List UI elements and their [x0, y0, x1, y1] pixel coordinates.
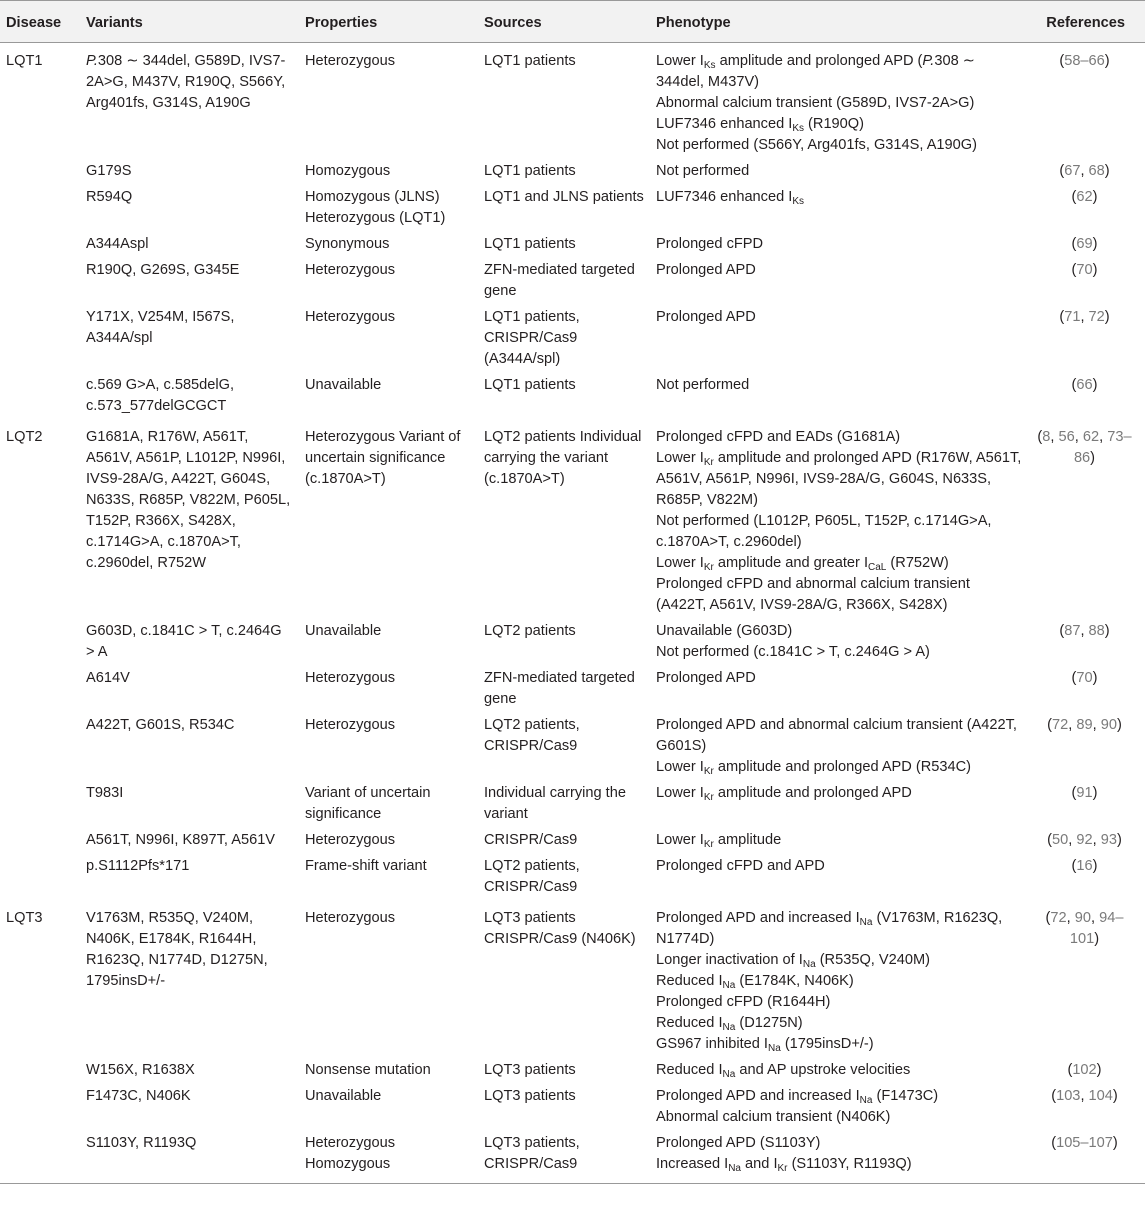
cell-sources: LQT2 patients: [484, 623, 576, 639]
cell-sources: ZFN-mediated targeted gene: [484, 262, 635, 299]
phenotype-line: Prolonged APD and abnormal calcium transient (A422T, G601S): [656, 717, 1017, 754]
cell-references: (66): [1071, 377, 1098, 393]
cell-disease: [0, 184, 80, 231]
cell-disease: LQT2: [6, 429, 43, 445]
cell-properties: Frame-shift variant: [305, 858, 427, 874]
table-row: [0, 419, 1145, 618]
cell-properties: Heterozygous: [305, 309, 396, 325]
cell-sources: LQT1 patients, CRISPR/Cas9 (A344A/spl): [484, 309, 580, 367]
cell-sources: LQT3 patients: [484, 1062, 576, 1078]
phenotype-line: Prolonged cFPD and abnormal calcium transient (A422T, A561V, IVS9-28A/G, R366X, S428X): [656, 576, 970, 613]
cell-variants: A422T, G601S, R534C: [86, 717, 235, 733]
table-row: [0, 1057, 1145, 1083]
cell-sources: CRISPR/Cas9: [484, 832, 578, 848]
cell-properties: Unavailable: [305, 377, 382, 393]
table-row: [0, 184, 1145, 231]
cell-sources: LQT2 patients, CRISPR/Cas9: [484, 717, 580, 754]
cell-properties: Heterozygous Variant of uncertain significance (c.1870A>T): [305, 429, 461, 487]
cell-disease: [0, 158, 80, 184]
cell-sources: LQT3 patients CRISPR/Cas9 (N406K): [484, 910, 636, 947]
table-row: [0, 372, 1145, 419]
cell-references: (71, 72): [1059, 309, 1110, 325]
cell-properties: Heterozygous: [305, 832, 396, 848]
cell-properties: Heterozygous: [305, 53, 396, 69]
cell-variants: R190Q, G269S, G345E: [86, 262, 240, 278]
cell-disease: [0, 827, 80, 853]
cell-disease: LQT1: [6, 53, 43, 69]
phenotype-line: Prolonged APD: [656, 309, 756, 325]
cell-references: (8, 56, 62, 73–86): [1037, 429, 1132, 466]
cell-references: (105–107): [1028, 1130, 1145, 1184]
phenotype-line: Lower $I_{Ks}$ amplitude and prolonged APD (P.308 ∼ 344del, M437V): [656, 53, 975, 90]
phenotype-line: Reduced $I_{Na}$ (E1784K, N406K): [656, 973, 854, 991]
cell-properties: Homozygous (JLNS) Heterozygous (LQT1): [305, 189, 446, 226]
cell-variants: A344Aspl: [86, 236, 149, 252]
cell-variants: A614V: [86, 670, 130, 686]
phenotype-line: Prolonged APD and increased $I_{Na}$ (V1763M, R1623Q, N1774D): [656, 910, 1003, 947]
cell-references: (62): [1071, 189, 1098, 205]
cell-references: (58–66): [1059, 53, 1110, 69]
cell-sources: LQT3 patients, CRISPR/Cas9: [478, 1130, 650, 1184]
table-row: [0, 827, 1145, 853]
header-phenotype: Phenotype: [650, 1, 1028, 43]
phenotype-line: Prolonged cFPD: [656, 236, 764, 252]
cell-variants: R594Q: [86, 189, 133, 205]
header-references: References: [1028, 1, 1145, 43]
table-row: [0, 712, 1145, 780]
cell-disease: [0, 1083, 80, 1130]
cell-variants: F1473C, N406K: [86, 1088, 191, 1104]
phenotype-line: GS967 inhibited $I_{Na}$ (1795insD+/-): [656, 1036, 874, 1054]
cell-disease: [0, 372, 80, 419]
cell-references: (72, 89, 90): [1047, 717, 1122, 733]
phenotype-line: Reduced $I_{Na}$ (D1275N): [656, 1015, 803, 1033]
cell-phenotype: [650, 1057, 1028, 1083]
cell-disease: [0, 1130, 80, 1184]
cell-references: (67, 68): [1059, 163, 1110, 179]
cell-phenotype: [650, 665, 1028, 712]
cell-variants: T983I: [86, 785, 124, 801]
cell-references: (102): [1067, 1062, 1102, 1078]
cell-disease: [0, 304, 80, 372]
table-row: [0, 158, 1145, 184]
table-row: [0, 231, 1145, 257]
cell-disease: [0, 780, 80, 827]
table-row: [0, 1130, 1145, 1184]
cell-variants: V1763M, R535Q, V240M, N406K, E1784K, R1644H, R1623Q, N1774D, D1275N, 1795insD+/-: [86, 910, 268, 989]
cell-variants: G179S: [86, 163, 132, 179]
table-row: [0, 780, 1145, 827]
header-variants: Variants: [80, 1, 299, 43]
phenotype-line: LUF7346 enhanced $I_{Ks}$ (R190Q): [656, 116, 864, 134]
cell-disease: [0, 257, 80, 304]
table-row: [0, 257, 1145, 304]
cell-phenotype: [650, 853, 1028, 900]
phenotype-line: Abnormal calcium transient (N406K): [656, 1109, 891, 1125]
phenotype-line: Unavailable (G603D): [656, 623, 793, 639]
cell-phenotype: [650, 1083, 1028, 1130]
cell-sources: LQT1 patients: [484, 53, 576, 69]
phenotype-line: Not performed: [656, 377, 750, 393]
phenotype-line: Prolonged cFPD and EADs (G1681A): [656, 429, 901, 445]
cell-properties: Heterozygous: [305, 910, 396, 926]
phenotype-line: LUF7346 enhanced $I_{Ks}$: [656, 189, 804, 207]
cell-phenotype: [650, 304, 1028, 372]
phenotype-line: Reduced $I_{Na}$ and AP upstroke velocities: [656, 1062, 911, 1080]
phenotype-line: Not performed (S566Y, Arg401fs, G314S, A190G): [656, 137, 977, 153]
cell-properties: Homozygous: [305, 163, 391, 179]
phenotype-line: Prolonged cFPD and APD: [656, 858, 825, 874]
table-row: [0, 665, 1145, 712]
cell-disease: [0, 1057, 80, 1083]
cell-phenotype: [650, 712, 1028, 780]
phenotype-line: Not performed (L1012P, P605L, T152P, c.1714G>A, c.1870A>T, c.2960del): [656, 513, 992, 550]
header-disease: Disease: [0, 1, 80, 43]
cell-sources: Individual carrying the variant: [484, 785, 626, 822]
cell-variants: c.569 G>A, c.585delG, c.573_577delGCGCT: [86, 377, 235, 414]
cell-phenotype: [650, 1130, 1028, 1184]
cell-sources: LQT2 patients Individual carrying the variant (c.1870A>T): [484, 429, 642, 487]
cell-variants: G603D, c.1841C > T, c.2464G > A: [86, 623, 282, 660]
phenotype-line: Lower $I_{Kr}$ amplitude and prolonged APD (R534C): [656, 759, 972, 777]
cell-references: (103, 104): [1051, 1088, 1118, 1104]
table-row: [0, 43, 1145, 159]
cell-variants: S1103Y, R1193Q: [80, 1130, 299, 1184]
phenotype-line: Prolonged APD and increased $I_{Na}$ (F1473C): [656, 1088, 939, 1106]
cell-disease: [0, 231, 80, 257]
cell-properties: Heterozygous: [305, 717, 396, 733]
cell-properties: Nonsense mutation: [305, 1062, 431, 1078]
cell-disease: [0, 712, 80, 780]
header-properties: Properties: [299, 1, 478, 43]
table-row: [0, 304, 1145, 372]
cell-properties: Variant of uncertain significance: [305, 785, 431, 822]
cell-phenotype: [650, 43, 1028, 159]
cell-references: (69): [1071, 236, 1098, 252]
table-row: [0, 900, 1145, 1057]
phenotype-line: Not performed (c.1841C > T, c.2464G > A): [656, 644, 930, 660]
cell-phenotype: [650, 827, 1028, 853]
cell-variants: P.308 ∼ 344del, G589D, IVS7-2A>G, M437V, R190Q, S566Y, Arg401fs, G314S, A190G: [86, 53, 286, 111]
cell-references: (70): [1071, 262, 1098, 278]
cell-variants: p.S1112Pfs*171: [86, 858, 190, 874]
phenotype-line: Abnormal calcium transient (G589D, IVS7-2A>G): [656, 95, 975, 111]
phenotype-line: Lower $I_{Kr}$ amplitude and greater $I_{CaL}$ (R752W): [656, 555, 949, 573]
table-header: [0, 1, 1145, 43]
cell-disease: LQT3: [6, 910, 43, 926]
phenotype-line: Increased $I_{Na}$ and $I_{Kr}$ (S1103Y, R1193Q): [656, 1156, 912, 1174]
cell-properties: Heterozygous Homozygous: [299, 1130, 478, 1184]
cell-phenotype: [650, 780, 1028, 827]
cell-variants: A561T, N996I, K897T, A561V: [86, 832, 276, 848]
cell-references: (50, 92, 93): [1047, 832, 1122, 848]
phenotype-line: Lower $I_{Kr}$ amplitude and prolonged APD: [656, 785, 912, 803]
cell-variants: W156X, R1638X: [86, 1062, 195, 1078]
cell-sources: LQT1 patients: [484, 236, 576, 252]
cell-sources: LQT1 patients: [484, 163, 576, 179]
phenotype-line: Prolonged APD: [656, 670, 756, 686]
cell-phenotype: [650, 231, 1028, 257]
cell-phenotype: [650, 158, 1028, 184]
cell-references: (72, 90, 94–101): [1045, 910, 1124, 947]
cell-properties: Heterozygous: [305, 262, 396, 278]
cell-references: (91): [1071, 785, 1098, 801]
cell-phenotype: [650, 184, 1028, 231]
cell-properties: Unavailable: [305, 623, 382, 639]
table-row: [0, 1083, 1145, 1130]
cell-phenotype: [650, 900, 1028, 1057]
header-sources: Sources: [478, 1, 650, 43]
phenotype-line: Prolonged APD (S1103Y): [656, 1135, 821, 1151]
cell-sources: LQT2 patients, CRISPR/Cas9: [484, 858, 580, 895]
cell-disease: [0, 853, 80, 900]
cell-sources: LQT1 patients: [484, 377, 576, 393]
phenotype-line: Prolonged APD: [656, 262, 756, 278]
cell-references: (87, 88): [1059, 623, 1110, 639]
cell-phenotype: [650, 372, 1028, 419]
table-body: [0, 43, 1145, 1184]
phenotype-line: Longer inactivation of $I_{Na}$ (R535Q, V240M): [656, 952, 931, 970]
cell-variants: Y171X, V254M, I567S, A344A/spl: [86, 309, 235, 346]
cell-phenotype: [650, 618, 1028, 665]
cell-sources: ZFN-mediated targeted gene: [484, 670, 635, 707]
phenotype-line: Lower $I_{Kr}$ amplitude: [656, 832, 782, 850]
phenotype-line: Prolonged cFPD (R1644H): [656, 994, 831, 1010]
cell-sources: LQT1 and JLNS patients: [484, 189, 644, 205]
cell-properties: Heterozygous: [305, 670, 396, 686]
cell-properties: Unavailable: [305, 1088, 382, 1104]
cell-properties: Synonymous: [305, 236, 390, 252]
cell-phenotype: [650, 419, 1028, 618]
cell-references: (70): [1071, 670, 1098, 686]
cell-references: (16): [1071, 858, 1098, 874]
table-row: [0, 853, 1145, 900]
phenotype-line: Not performed: [656, 163, 750, 179]
cell-disease: [0, 618, 80, 665]
cell-variants: G1681A, R176W, A561T, A561V, A561P, L1012P, N996I, IVS9-28A/G, A422T, G604S, N633S, R685P, V822M, P605L, T152P, R366X, S428X, c.1714G>A, c.1870A>T, c.2960del, R752W: [86, 429, 291, 571]
table-row: [0, 618, 1145, 665]
cell-sources: LQT3 patients: [484, 1088, 576, 1104]
cell-phenotype: [650, 257, 1028, 304]
cell-disease: [0, 665, 80, 712]
phenotype-line: Lower $I_{Kr}$ amplitude and prolonged APD (R176W, A561T, A561V, A561P, N996I, IVS9-28A/G, G604S, N633S, R685P, V822M): [656, 450, 1022, 508]
